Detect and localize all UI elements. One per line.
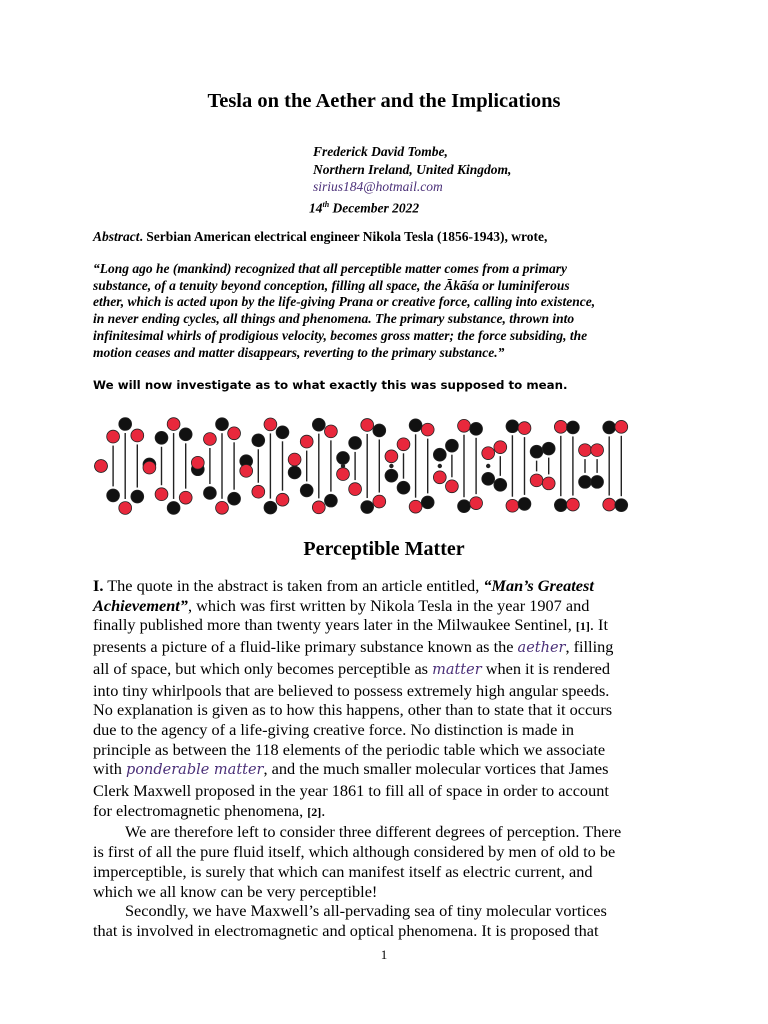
abstract-label: Abstract: [93, 229, 140, 244]
helix-bead: [264, 501, 277, 514]
paragraph-line: into tiny whirlpools that are believed to possess extremely high angular speeds.: [93, 680, 610, 700]
helix-bead: [421, 496, 434, 509]
section-heading: Perceptible Matter: [303, 538, 465, 560]
article-title: “Man’s Greatest: [483, 576, 594, 595]
helix-bead: [119, 502, 132, 515]
article-title: Achievement”: [93, 595, 188, 615]
helix-bead: [494, 478, 507, 491]
paragraph-line: finally published more than twenty years later in the Milwaukee Sentinel, [1]. It: [93, 615, 608, 635]
paragraph-line: Clerk Maxwell proposed in the year 1861 to fill all of space in order to account: [93, 781, 609, 801]
term-aether: aether: [517, 640, 566, 657]
helix-bead: [554, 420, 567, 433]
helix-bead: [446, 439, 459, 452]
helix-bead: [349, 437, 362, 450]
helix-bead: [458, 500, 471, 513]
helix-bead: [325, 425, 338, 438]
quote-line: ether, which is acted upon by the life-giving Prana or creative force, calling into existence,: [93, 294, 596, 310]
helix-bead: [312, 418, 325, 431]
paragraph-line: is first of all the pure fluid itself, which although considered by men of old to be: [93, 842, 616, 862]
helix-bead: [373, 495, 386, 508]
helix-bead: [385, 450, 398, 463]
helix-bead: [615, 499, 628, 512]
helix-bead: [107, 430, 120, 443]
helix-bead: [349, 483, 362, 496]
investigation-statement: We will now investigate as to what exactly this was supposed to mean.: [93, 378, 568, 392]
quote-line: in never ending cycles, all things and phenomena. The primary substance, thrown into: [93, 311, 575, 327]
paragraph-line: I. The quote in the abstract is taken from an article entitled, “Man’s Greatest: [93, 576, 594, 595]
helix-bead: [567, 421, 580, 434]
author-block: [309, 143, 512, 217]
helix-bead: [458, 419, 471, 432]
helix-bead: [337, 468, 350, 481]
helix-bead: [300, 484, 313, 497]
helix-bead: [276, 426, 289, 439]
helix-bead: [603, 421, 616, 434]
helix-bead: [204, 487, 217, 500]
page-title: Tesla on the Aether and the Implications: [207, 90, 561, 112]
helix-bead: [470, 422, 483, 435]
quote-line: motion ceases and matter disappears, reverting to the primary substance.”: [93, 344, 505, 360]
tesla-quote: [93, 261, 683, 361]
helix-bead: [131, 490, 144, 503]
helix-bead: [530, 445, 543, 458]
helix-bead: [603, 498, 616, 511]
helix-bead: [179, 428, 192, 441]
quote-line: “Long ago he (mankind) recognized that all perceptible matter comes from a primary: [93, 261, 567, 276]
paragraph-line: No explanation is given as to how this happens, other than to state that it occurs: [93, 700, 613, 720]
helix-bead: [155, 488, 168, 501]
paragraph-line: Achievement”, which was first written by Nikola Tesla in the year 1907 and: [93, 595, 590, 615]
publication-date: 14th December 2022: [309, 199, 420, 215]
term-matter: matter: [432, 661, 482, 678]
paragraph-line: imperceptible, is surely that which can manifest itself as electric current, and: [93, 861, 593, 881]
helix-bead: [228, 492, 241, 505]
helix-bead: [276, 493, 289, 506]
quote-line: substance, of a tenuity beyond conception, filling all space, the Ākāśa or luminiferous: [93, 277, 570, 293]
helix-bead: [446, 480, 459, 493]
helix-bead: [433, 471, 446, 484]
helix-bead: [591, 475, 604, 488]
helix-bead: [288, 453, 301, 466]
helix-bead: [518, 497, 531, 510]
helix-bead: [579, 444, 592, 457]
helix-bead: [433, 448, 446, 461]
helix-rung-dot: [389, 464, 393, 468]
helix-bead: [191, 456, 204, 469]
term-ponderable-matter: ponderable matter: [126, 762, 264, 779]
helix-bead: [337, 452, 350, 465]
helix-bead: [397, 481, 410, 494]
paragraph-line: due to the agency of a life-giving creative force. No distinction is made in: [93, 719, 575, 739]
helix-bead: [167, 418, 180, 431]
helix-bead: [252, 434, 265, 447]
helix-bead: [482, 447, 495, 460]
helix-bead: [179, 491, 192, 504]
helix-bead: [554, 499, 567, 512]
helix-bead: [240, 464, 253, 477]
helix-bead: [591, 444, 604, 457]
helix-bead: [228, 427, 241, 440]
helix-bead: [119, 418, 132, 431]
helix-rung-dot: [486, 464, 490, 468]
author-name: Frederick David Tombe,: [313, 144, 448, 159]
paragraph-line: all of space, but which only becomes perceptible as matter when it is rendered: [93, 658, 611, 678]
dna-helix-illustration: [93, 408, 633, 524]
helix-bead: [470, 497, 483, 510]
helix-bead: [95, 460, 108, 473]
paragraph-line: Secondly, we have Maxwell’s all-pervading sea of tiny molecular vortices: [125, 901, 607, 921]
helix-bead: [361, 419, 374, 432]
helix-bead: [385, 469, 398, 482]
helix-bead: [204, 433, 217, 446]
abstract-intro: Abstract. Serbian American electrical engineer Nikola Tesla (1856-1943), wrote,: [93, 229, 548, 244]
helix-bead: [615, 420, 628, 433]
helix-bead: [397, 438, 410, 451]
helix-bead: [143, 461, 156, 474]
quote-line: infinitesimal whirls of prodigious velocity, becomes gross matter; the force subsiding, the: [93, 327, 588, 343]
paragraph-line: with ponderable matter, and the much smaller molecular vortices that James: [93, 759, 609, 779]
helix-bead: [312, 501, 325, 514]
helix-bead: [421, 423, 434, 436]
helix-bead: [107, 489, 120, 502]
helix-bead: [579, 475, 592, 488]
paragraph-line: We are therefore left to consider three different degrees of perception. There: [125, 822, 622, 842]
helix-bead: [131, 429, 144, 442]
helix-bead: [361, 501, 374, 514]
helix-bead: [373, 424, 386, 437]
helix-bead: [409, 500, 422, 513]
author-email-link[interactable]: sirius184@hotmail.com: [313, 179, 443, 194]
reference-link[interactable]: [2]: [307, 804, 322, 819]
paragraph-line: presents a picture of a fluid-like primary substance known as the aether, filling: [93, 637, 614, 657]
helix-bead: [155, 431, 168, 444]
helix-bead: [409, 419, 422, 432]
helix-bead: [264, 418, 277, 431]
helix-bead: [252, 485, 265, 498]
helix-rung-dot: [438, 464, 442, 468]
helix-bead: [518, 422, 531, 435]
helix-bead: [542, 442, 555, 455]
helix-bead: [288, 466, 301, 479]
helix-bead: [325, 494, 338, 507]
helix-bead: [300, 435, 313, 448]
helix-bead: [530, 474, 543, 487]
helix-bead: [506, 499, 519, 512]
helix-bead: [567, 498, 580, 511]
helix-bead: [494, 441, 507, 454]
helix-bead: [216, 501, 229, 514]
author-location: Northern Ireland, United Kingdom,: [313, 161, 512, 177]
helix-bead: [167, 502, 180, 515]
helix-bead: [506, 420, 519, 433]
section-numeral: I.: [93, 576, 104, 595]
paragraph-line: which we all know can be very perceptible!: [93, 881, 378, 901]
helix-bead: [216, 418, 229, 431]
helix-bead: [482, 472, 495, 485]
reference-link[interactable]: [1]: [575, 619, 590, 634]
page-number: 1: [380, 947, 388, 962]
paragraph-line: for electromagnetic phenomena, [2].: [93, 800, 326, 820]
paragraph-line: principle as between the 118 elements of the periodic table which we associate: [93, 739, 606, 759]
helix-bead: [542, 477, 555, 490]
body-text: [93, 576, 713, 941]
paragraph-line: that is involved in electromagnetic and optical phenomena. It is proposed that: [93, 920, 599, 940]
